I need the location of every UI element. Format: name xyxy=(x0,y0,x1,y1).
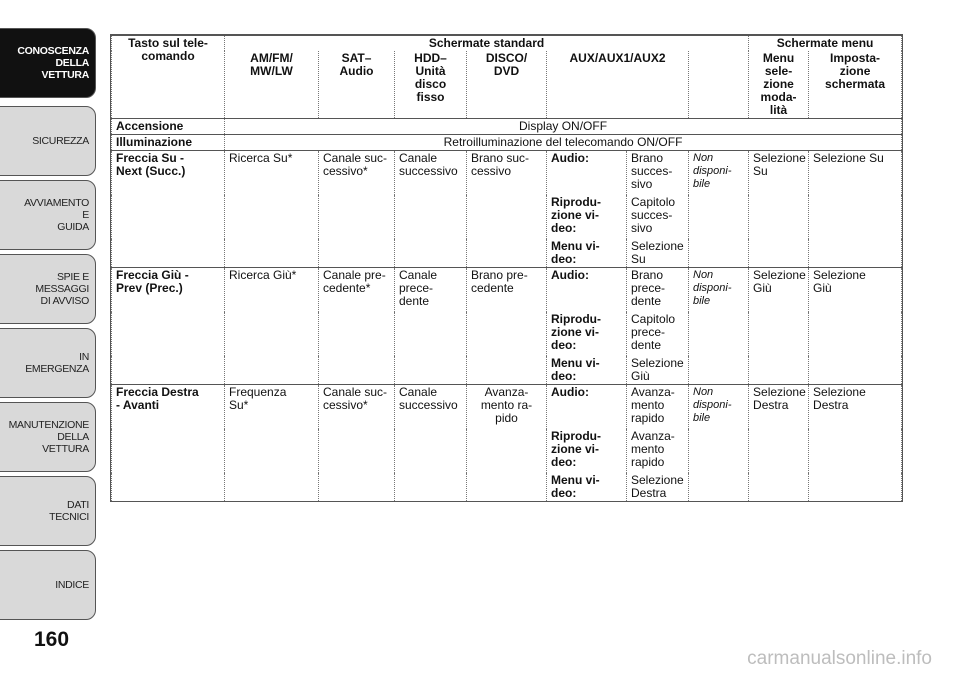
cell-sat: Canale pre- cedente* xyxy=(319,268,395,385)
tab-dati-tecnici[interactable]: DATI TECNICI xyxy=(0,476,96,546)
tab-spie-e-messaggi[interactable]: SPIE E MESSAGGI DI AVVISO xyxy=(0,254,96,324)
tab-in-emergenza[interactable]: IN EMERGENZA xyxy=(0,328,96,398)
cell-aux-value: Selezione Su xyxy=(627,239,689,268)
watermark: carmanualsonline.info xyxy=(747,648,932,669)
cell-aux-label: Audio: xyxy=(547,151,627,196)
tab-sicurezza[interactable]: SICUREZZA xyxy=(0,106,96,176)
cell-not-available: Non disponi- bile xyxy=(689,385,749,502)
cell-aux-label: Riprodu- zione vi- deo: xyxy=(547,312,627,356)
cell-sat: Canale suc- cessivo* xyxy=(319,151,395,268)
header-am-fm: AM/FM/ MW/LW xyxy=(225,51,319,119)
tab-avviamento-e-guida[interactable]: AVVIAMENTO E GUIDA xyxy=(0,180,96,250)
row-label: Freccia Giù - Prev (Prec.) xyxy=(112,268,225,385)
tab-indice[interactable]: INDICE xyxy=(0,550,96,620)
cell-aux-value: Avanza- mento rapido xyxy=(627,429,689,473)
header-sat: SAT– Audio xyxy=(319,51,395,119)
cell-aux-value: Capitolo succes- sivo xyxy=(627,195,689,239)
cell-aux-label: Audio: xyxy=(547,268,627,313)
cell-am-fm: Frequenza Su* xyxy=(225,385,319,502)
cell-aux-value: Selezione Destra xyxy=(627,473,689,501)
header-empty xyxy=(689,51,749,119)
cell-aux-label: Riprodu- zione vi- deo: xyxy=(547,195,627,239)
header-menu-selezione: Menu sele- zione moda- lità xyxy=(749,51,809,119)
row-accensione-value: Display ON/OFF xyxy=(225,119,902,135)
cell-menu: Selezione Su xyxy=(749,151,809,268)
tab-manutenzione[interactable]: MANUTENZIONE DELLA VETTURA xyxy=(0,402,96,472)
cell-aux-label: Menu vi- deo: xyxy=(547,239,627,268)
header-disco: DISCO/ DVD xyxy=(467,51,547,119)
header-impostazione: Imposta- zione schermata xyxy=(809,51,902,119)
cell-impostazione: Selezione Destra xyxy=(809,385,902,502)
tab-conoscenza-della-vettura[interactable]: CONOSCENZA DELLA VETTURA xyxy=(0,28,96,98)
header-aux: AUX/AUX1/AUX2 xyxy=(547,51,689,119)
cell-aux-value: Brano prece- dente xyxy=(627,268,689,313)
cell-hdd: Canale prece- dente xyxy=(395,268,467,385)
row-label: Freccia Destra - Avanti xyxy=(112,385,225,502)
row-illuminazione-label: Illuminazione xyxy=(112,135,225,151)
cell-aux-label: Menu vi- deo: xyxy=(547,356,627,385)
cell-disco: Brano pre- cedente xyxy=(467,268,547,385)
cell-not-available: Non disponi- bile xyxy=(689,151,749,268)
cell-menu: Selezione Giù xyxy=(749,268,809,385)
cell-aux-value: Avanza- mento rapido xyxy=(627,385,689,430)
remote-control-table xyxy=(111,35,902,501)
cell-disco: Avanza- mento ra- pido xyxy=(467,385,547,502)
cell-disco: Brano suc- cessivo xyxy=(467,151,547,268)
cell-am-fm: Ricerca Su* xyxy=(225,151,319,268)
cell-sat: Canale suc- cessivo* xyxy=(319,385,395,502)
row-accensione-label: Accensione xyxy=(112,119,225,135)
cell-impostazione: Selezione Giù xyxy=(809,268,902,385)
cell-aux-label: Audio: xyxy=(547,385,627,430)
header-button: Tasto sul tele- comando xyxy=(112,36,225,119)
page-number: 160 xyxy=(34,628,70,651)
cell-aux-label: Menu vi- deo: xyxy=(547,473,627,501)
cell-aux-label: Riprodu- zione vi- deo: xyxy=(547,429,627,473)
cell-aux-value: Brano succes- sivo xyxy=(627,151,689,196)
cell-am-fm: Ricerca Giù* xyxy=(225,268,319,385)
header-hdd: HDD– Unità disco fisso xyxy=(395,51,467,119)
header-standard-screens: Schermate standard xyxy=(225,36,749,52)
row-label: Freccia Su - Next (Succ.) xyxy=(112,151,225,268)
cell-impostazione: Selezione Su xyxy=(809,151,902,268)
cell-aux-value: Selezione Giù xyxy=(627,356,689,385)
cell-hdd: Canale successivo xyxy=(395,151,467,268)
cell-aux-value: Capitolo prece- dente xyxy=(627,312,689,356)
cell-hdd: Canale successivo xyxy=(395,385,467,502)
cell-not-available: Non disponi- bile xyxy=(689,268,749,385)
cell-menu: Selezione Destra xyxy=(749,385,809,502)
row-illuminazione-value: Retroilluminazione del telecomando ON/OFF xyxy=(225,135,902,151)
header-menu-screens: Schermate menu xyxy=(749,36,902,52)
